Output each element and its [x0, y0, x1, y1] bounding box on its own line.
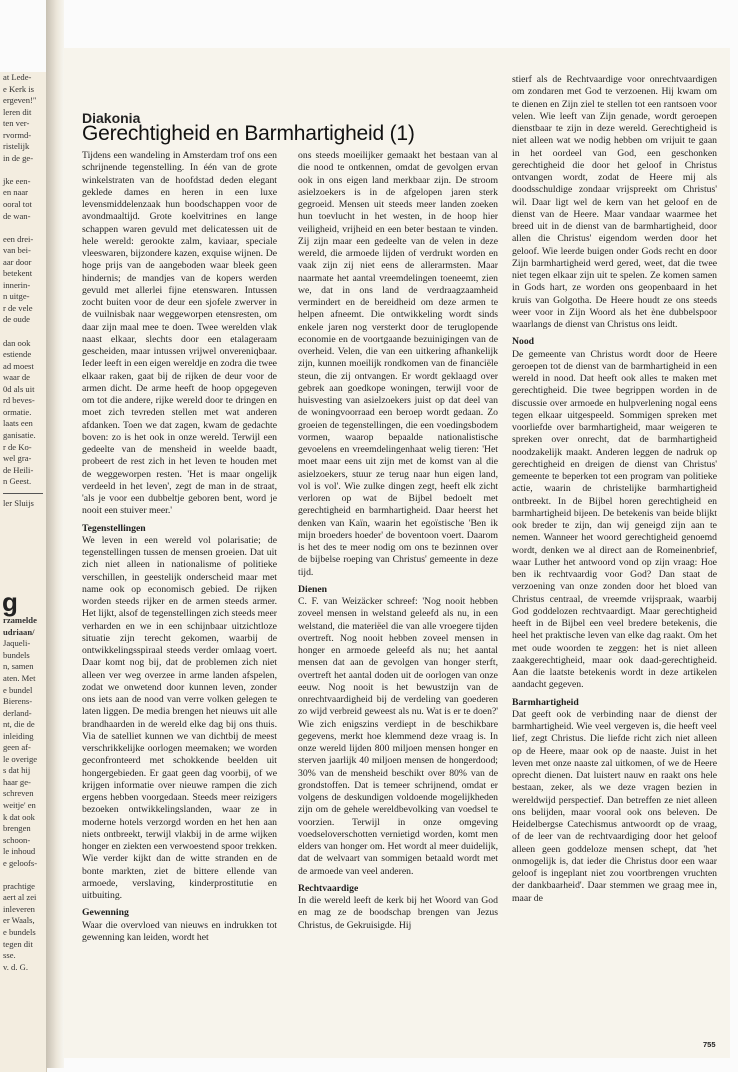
previous-page-line: r de Ko- — [3, 441, 32, 452]
page-gutter — [46, 0, 64, 1068]
previous-page-line: ergeven!" — [3, 95, 37, 106]
article-column-1 — [82, 150, 277, 944]
previous-page-line: in de ge- — [3, 152, 34, 163]
article-column-2 — [298, 150, 498, 932]
section-label: Diakonia — [82, 110, 141, 126]
previous-page-line: nt, die de — [3, 719, 35, 730]
previous-page-line: aten. Met — [3, 672, 36, 683]
paragraph: De gemeente van Christus wordt door de Heere geroepen tot de dienst van de barmhartigheid in een wereld in nood. Dat heeft ook alles te maken met gerechtigheid. Die twee begrippen worden in de discussie over armoede en hulpverlening nogal eens tegen elkaar uitgespeeld. Sommigen spreken met voorliefde over barmhartigheid, maar weigeren te spreken over onrecht, dat de barmhartigheid noodzakelijk maakt. Anderen leggen de nadruk op gerechtigheid en dreigen de dienst van Christus' gemeente te beperken tot een program van politieke actie, waarin de christelijke barmhartigheid ontbreekt. In de Bijbel horen gerechtigheid en barmhartigheid bijeen. De betekenis van beide blijkt ook breder te zijn, dan wij geneigd zijn aan te nemen. Wanneer het woord gerechtigheid genoemd wordt, denken we al direct aan de Romeinenbrief, waar Luther het antwoord vond op zijn vraag: Hoe ben ik rechtvaardig voor God? Dan staat de verzoening van onze zonden door het bloed van Christus centraal, de vreemde vrijspraak, waarbij God goddelozen rechtvaardigt. Maar gerechtigheid heeft in de Bijbel een veel bredere betekenis, die heel het praktische leven van elke dag raakt. Om het met oude woorden te zeggen: het is niet alleen zaakgerechtigheid, maar ook daad-gerechtigheid. Aan die laatste betekenis wordt in deze artikelen aandacht gegeven. — [512, 348, 717, 691]
paragraph: Tijdens een wandeling in Amsterdam trof ons een schrijnende tegenstelling. In één van de grote winkelstraten van de hoofdstad deden elegant geklede dames en heren in een luxe levensmiddelenzaak hun boodschappen voor de avondmaaltijd. Grote koelvitrines en lange schappen waren gevuld met delicatessen uit de hele wereld: gerookte zalm, kaviaar, speciale vleeswaren, bijzondere kazen, exquise wijnen. De hoge prijs van de aangeboden waar bleek geen hindernis; de mandjes van de kopers werden gevuld met allerlei fijne etenswaren. Intussen zocht buiten voor de deur een sjofele zwerver in de vuilnisbak naar weggeworpen etensresten, om daar zijn maal mee te doen. Twee werelden vlak naast elkaar, slechts door een etalageraam gescheiden, maar intussen vrijwel onvereniqbaar. Ieder leeft in een eigen wereldje en zodra die twee elkaar raken, gaat bij de rijken de deur voor de armen dicht. De arme heeft de hoop opgegeven om tot die andere, rijke wereld door te dringen en moet zich tevreden stellen met wat anderen afdanken. Toen we dat zagen, kwam de gedachte boven: zo is het ook in onze wereld. Terwijl een gedeelte van de mensheid in weelde baadt, probeert de rest zich in het leven te houden met de weggeworpen resten. 'Het is maar ongelijk verdeeld in het leven', zegt de man in de straat, 'als je voor een dubbeltje geboren bent, word je nooit een stuiver meer.' — [82, 150, 277, 517]
subheading: Barmhartigheid — [512, 696, 579, 708]
previous-page-line: wel gra- — [3, 453, 32, 464]
paragraph: C. F. van Weizäcker schreef: 'Nog nooit hebben zoveel mensen in welstand geleefd als nu, in een welstand, die materiëel die van alle vroegere tijden overtreft. Nog nooit hebben zoveel mensen in honger en armoede geleefd als nu; het aantal mensen dat aan de gevolgen van honger sterft, overtreft het aantal doden uit de oorlogen van onze eeuw. Nog nooit is het bewustzijn van de onrechtvaardigheid bij de verdeling van goederen zo wijd verbreid geweest als nu. Wat is er te doen?' Wie zich enigszins verdiept in de beschikbare gegevens, merkt hoe klemmend deze vraag is. In onze wereld lijden 800 miljoen mensen honger en sterven jaarlijk 40 miljoen mensen de hongerdood; 30% van de mensheid beschikt over 80% van de grondstoffen. Dat is temeer schrijnend, omdat er volgens de deskundigen voldoende mogelijkheden zijn om de gehele wereldbevolking van voedsel te voorzien. Terwijl in onze omgeving voedseloverschotten vernietigd worden, komt men elders van honger om. Het wordt al meer duidelijk, dat de welvaart van sommigen betaald wordt met de armoede van veel anderen. — [298, 596, 498, 877]
previous-page-line: le inhoud — [3, 846, 36, 857]
previous-page-line: er Waals, — [3, 915, 35, 926]
previous-page-line: k dat ook — [3, 811, 35, 822]
previous-page-line — [0, 222, 46, 234]
previous-page-line: e geloofs- — [3, 857, 38, 868]
previous-page-line: at Lede- — [3, 72, 32, 82]
previous-page-line: ristelijk — [3, 141, 30, 152]
previous-page-line: tegen dit — [3, 938, 33, 949]
previous-page-line: estiende — [3, 349, 32, 360]
previous-page-heading — [0, 615, 46, 638]
previous-page-line: Jaqueli- — [3, 638, 31, 649]
previous-page-line: weitje' en — [3, 799, 36, 810]
article-title: Gerechtigheid en Barmhartigheid (1) — [82, 122, 415, 145]
previous-page-line: rzamelde — [3, 615, 37, 626]
paragraph: stierf als de Rechtvaardige voor onrechtvaardigen om zondaren met God te verzoenen. Hij kwam om te dienen en Zijn ziel te stellen tot een rantsoen voor velen. Wie leeft van Zijn genade, wordt geroepen dienstbaar te zijn in deze wereld. Gerechtigheid is niet alleen wat we nodig hebben om vrijuit te gaan in het oordeel van God, een geschonken gerechtigheid die door het geloof in Christus ontvangen wordt, zodat de Heere mij als doodsschuldige zondaar vrijspreekt om Christus' wil. Daar ligt wel de kern van het geloof en de dienst van de Heere. Maar vandaar waarmee het breed uit in de dienst van de barmhartigheid, door allen die Christus' eigendom werden door het geloof. Wie leerde buigen onder Gods recht en door Zijn barmhartigheid werd gered, weet, dat die twee niet tegen elkaar zijn uit te spelen. Ze komen samen in Gods hart, ze worden ons geopenbaard in het kruis van Golgotha. De Heere houdt ze ons steeds weer voor in Zijn Woord als het ène dubbelspoor waarlangs de dienst van Christus ons leidt. — [512, 74, 717, 330]
previous-page-line: dan ook — [3, 337, 31, 348]
previous-page-line: haar ge- — [3, 776, 31, 787]
previous-page-line: bundels — [3, 649, 30, 660]
paragraph: ons steeds moeilijker gemaakt het bestaan van al die nood te ontkennen, omdat de gevolgen ervan ook in ons eigen land merkbaar zijn. De stroom asielzoekers is in de afgelopen jaren sterk gegroeid. Mensen uit steeds meer landen zoeken hun toevlucht in het westen, in de hoop hier veiligheid, vrijheid en een beter bestaan te vinden. Zij zijn maar een gedeelte van de velen in deze wereld, die armoede lijden of verdrukt worden en vaak zijn zij niet eens de allerarmsten. Maar naarmate het aantal vreemdelingen toeneemt, zien we, dat in ons land de verdraagzaamheid vermindert en de bereidheid om deze armen te helpen afneemt. Die ontwikkeling wordt sinds enkele jaren nog versterkt door de teruglopende economie en de voortgaande bezuinigingen van de overheid. Velen, die van een uitkering afhankelijk zijn, kunnen moeilijk rondkomen van de financiële steun, die zij ontvangen. Er wordt geklaagd over gebrek aan goedkope woningen, terwijl voor de huisvesting van asielzoekers juist op dat deel van de woningvoorraad een beroep wordt gedaan. Zo groeien de tegenstellingen, die een voedingsbodem vormen, waarop bepaalde nationalistische gevoelens en vreemdelingenhaat welig tieren: 'Het moet maar eens uit zijn met de komst van al die asielzoekers, stuur ze terug naar hun eigen land, vol is vol'. Wie zulke dingen zegt, heeft elk zicht verloren op wat de Bijbel bedoelt met gerechtigheid en barmhartigheid. Daar heerst het denken van Kaïn, waarin het egoïstische 'Ben ik mijn broeders hoeder' de boventoon voert. Daarom is het des te meer nodig om ons te bezinnen over de bijbelse roeping van Christus' gemeente in deze tijd. — [298, 150, 498, 578]
previous-page-line: een drei- — [3, 233, 34, 244]
previous-page-big-letter: g — [2, 587, 18, 618]
previous-page-line — [0, 164, 46, 176]
previous-page-line — [0, 869, 46, 881]
previous-page-line: derland- — [3, 707, 32, 718]
previous-page-line: n, samen — [3, 661, 34, 672]
previous-page-line: s dat hij — [3, 765, 31, 776]
previous-page-line: en naar — [3, 187, 29, 198]
signature-rule — [3, 493, 43, 494]
page-number: 755 — [703, 1040, 716, 1049]
previous-page-line: n Geest. — [3, 476, 32, 487]
previous-page-line: ten ver- — [3, 118, 30, 129]
previous-page-line: aert al zei — [3, 892, 37, 903]
paragraph: Dat geeft ook de verbinding naar de dienst der barmhartigheid. Wie veel vergeven is, die heeft veel lief, zegt Christus. Die liefde richt zich niet alleen op de Heere, maar ook op de naaste. Juist in het leven met onze naaste zal uitkomen, of we de Heere oprecht dienen. Dat luistert nauw en raakt ons hele bestaan, zeker, als we deze vragen bezien in wereldwijd perspectief. Dan betreffen ze niet alleen ons belijden, maar vooral ook ons beleven. De Heidelbergse Catechismus antwoordt op de vraag, of de leer van de rechtvaardiging door het geloof alleen geen goddeloze mensen schept, dat 'het onmogelijk is, dat ieder die Christus door een waar geloof is ingeplant niet zou voortbrengen vruchten der dankbaarheid'. Daar stemmen we graag mee in, maar de — [512, 708, 717, 904]
previous-page-signature: ler Sluijs — [3, 497, 34, 508]
previous-page-line: ad moest — [3, 360, 34, 371]
previous-page-line: udriaan/ — [3, 626, 35, 637]
previous-page-margin — [0, 72, 47, 1072]
previous-page-line: de Heili- — [3, 464, 34, 475]
previous-page-line: ormatie. — [3, 406, 32, 417]
previous-page-line: aar door — [3, 256, 32, 267]
previous-page-line: brengen — [3, 823, 31, 834]
previous-page-line: r de vele — [3, 302, 33, 313]
subheading: Rechtvaardige — [298, 882, 359, 894]
article-column-3 — [512, 74, 717, 905]
subheading: Tegenstellingen — [82, 522, 146, 534]
previous-page-line: de oude — [3, 314, 30, 325]
previous-page-line: e bundel — [3, 684, 33, 695]
previous-page-text-top — [0, 72, 46, 488]
subheading: Gewenning — [82, 907, 129, 919]
previous-page-line: innerin- — [3, 279, 31, 290]
previous-page-line: rvormd- — [3, 129, 32, 140]
previous-page-text-bottom — [0, 638, 46, 973]
previous-page-line: inleiding — [3, 730, 34, 741]
previous-page-line: v. d. G. — [3, 961, 28, 972]
previous-page-line: waar de — [3, 372, 30, 383]
previous-page-line: schreven — [3, 788, 34, 799]
previous-page-line: jke een- — [3, 175, 31, 186]
previous-page-line: ganisatie. — [3, 429, 36, 440]
previous-page-line: geen af- — [3, 742, 31, 753]
previous-page-line: laats een — [3, 418, 33, 429]
previous-page-line: de wan- — [3, 210, 31, 221]
previous-page-line: le overige — [3, 753, 38, 764]
previous-page-line: Bierens- — [3, 696, 33, 707]
previous-page-line: 0d als uit — [3, 383, 35, 394]
previous-page-line: prachtige — [3, 880, 35, 891]
subheading: Dienen — [298, 583, 328, 595]
previous-page-line: ooral tot — [3, 199, 32, 210]
previous-page-line: n uitge- — [3, 291, 30, 302]
previous-page-line: e Kerk is — [3, 83, 35, 94]
previous-page-line: betekent — [3, 268, 33, 279]
paragraph: Waar die overvloed van nieuws en indrukken tot gewenning kan leiden, wordt het — [82, 919, 277, 943]
previous-page-line: schoon- — [3, 834, 31, 845]
previous-page-line: e bundels — [3, 927, 36, 937]
previous-page-line: rd beves- — [3, 395, 35, 406]
previous-page-line: leren dit — [3, 106, 32, 117]
paragraph: We leven in een wereld vol polarisatie; de tegenstellingen tussen de mensen groeien. Dat uit zich niet alleen in nationalisme of politieke verschillen, in geestelijk onderscheid maar met name ook op economisch gebied. De rijken worden steeds rijker en de armen steeds armer. Het lijkt, alsof de tegenstellingen zich steeds meer verharden en we in een schijnbaar uitzichtloze situatie zijn terecht gekomen, waarbij de ontwikkelingsspiraal steeds verder omlaag voert. Daar komt nog bij, dat de problemen zich niet alleen ver weg overzee in arme landen afspelen, zodat we onwetend door kunnen leven, zonder ons iets aan de nood van verre volken gelegen te laten liggen. De media brengen het nieuws uit alle brandhaarden in de wereld elke dag bij ons thuis. Via de satelliet kunnen we van dichtbij de meest verschrikkelijke oorlogen meemaken; we worden geconfronteerd met schokkende beelden uit hongergebieden. Er gaat geen dag voorbij, of we krijgen informatie over nieuwe rampen die zich ergens hebben voorgedaan. Steeds meer reizigers bezoeken ontwikkelingslanden, waar ze in moderne hotels verzorgd worden en het hen aan niets ontbreekt, terwijl vlakbij in de arme wijken honger en ziekten een verwoestend spoor trekken. Wie verder kijkt dan de witte stranden en de bonte markten, ziet de bittere ellende van armoede, verslaving, kinderprostitutie en uitbuiting. — [82, 534, 277, 901]
previous-page-line: sse. — [3, 950, 16, 961]
paragraph: In die wereld leeft de kerk bij het Woord van God en mag ze de boodschap brengen van Jezus Christus, de Gekruisigde. Hij — [298, 895, 498, 931]
previous-page-line: inleveren — [3, 903, 35, 914]
previous-page-line: van bei- — [3, 245, 31, 256]
previous-page-line — [0, 326, 46, 338]
subheading: Nood — [512, 336, 535, 348]
